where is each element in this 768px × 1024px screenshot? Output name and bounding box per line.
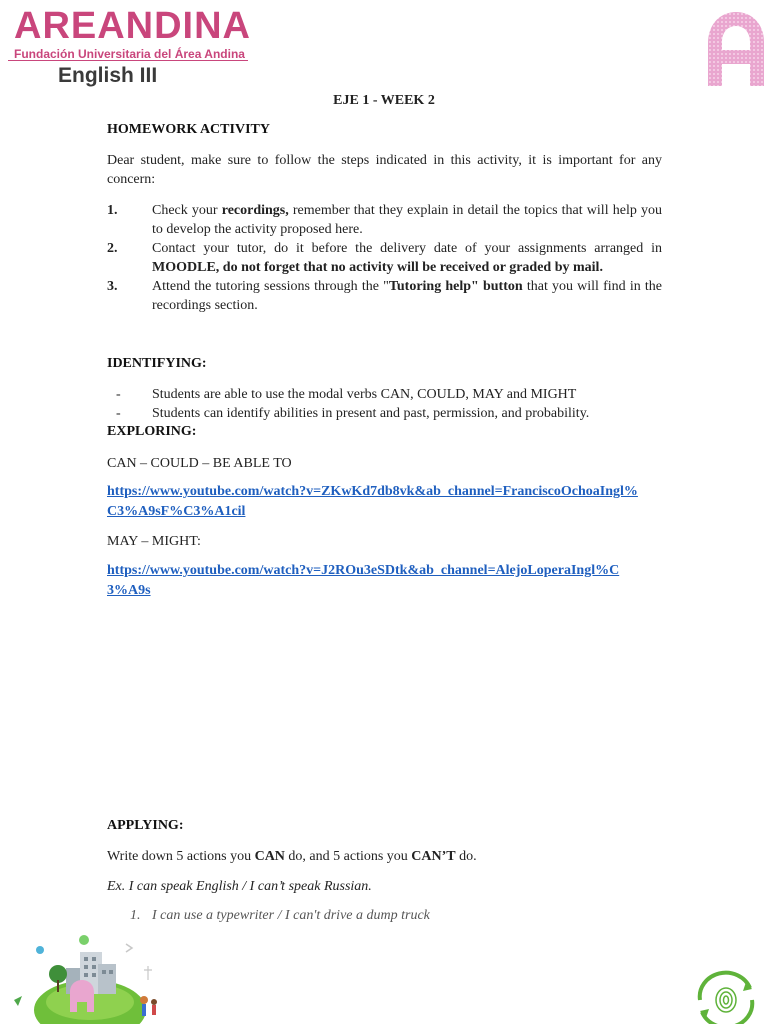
step-number: 2. [107,241,118,256]
step-item [107,201,662,239]
intro-text: Dear student, make sure to follow the steps indicated in this activity, it is important for any concern: [107,153,662,187]
brand-logo [14,5,251,62]
video-link-can[interactable]: https://www.youtube.com/watch?v=ZKwKd7db8vk&ab_channel=FranciscoOchoaIngl%C3%A9sF%C3%A1cil [107,484,638,519]
answer-text: I can use a typewriter / I can't drive a dump truck [152,908,430,923]
brand-name: AREANDINA [14,5,251,47]
homework-heading: HOMEWORK ACTIVITY [107,122,270,137]
step-body: Check your recordings, remember that they explain in detail the topics that will help you to develop the activity proposed here. [152,203,662,237]
step-item [107,277,662,315]
step-body: Attend the tutoring sessions through the "Tutoring help" button that you will find in the recordings section. [152,279,662,313]
example-text: Ex. I can speak English / I can’t speak Russian. [107,879,372,894]
course-title: English III [58,64,158,87]
areandina-a-icon [700,8,768,90]
answer-number: 1. [130,908,141,923]
list-item: - Students can identify abilities in present and past, permission, and probability. [116,406,590,421]
city-illustration-icon [8,930,173,1024]
step-item [107,239,662,277]
identifying-heading: IDENTIFYING: [107,356,207,371]
answer-item [130,906,430,925]
applying-heading: APPLYING: [107,818,184,833]
step-number: 3. [107,279,118,294]
recycle-fingerprint-icon [688,970,764,1024]
can-label: CAN – COULD – BE ABLE TO [107,456,292,471]
step-body: Contact your tutor, do it before the delivery date of your assignments arranged in MOODLE, do not forget that no activity will be received or graded by mail. [152,241,662,275]
document-title: EJE 1 - WEEK 2 [333,93,435,108]
applying-instructions: Write down 5 actions you CAN do, and 5 actions you CAN’T do. [107,849,477,864]
may-label: MAY – MIGHT: [107,534,201,549]
video-link-may[interactable]: https://www.youtube.com/watch?v=J2ROu3eSDtk&ab_channel=AlejoLoperaIngl%C3%A9s [107,563,620,598]
list-item: - Students are able to use the modal verbs CAN, COULD, MAY and MIGHT [116,387,577,402]
exploring-heading: EXPLORING: [107,424,197,439]
brand-divider [8,60,248,61]
step-number: 1. [107,203,118,218]
brand-subtitle: Fundación Universitaria del Área Andina [14,47,245,61]
